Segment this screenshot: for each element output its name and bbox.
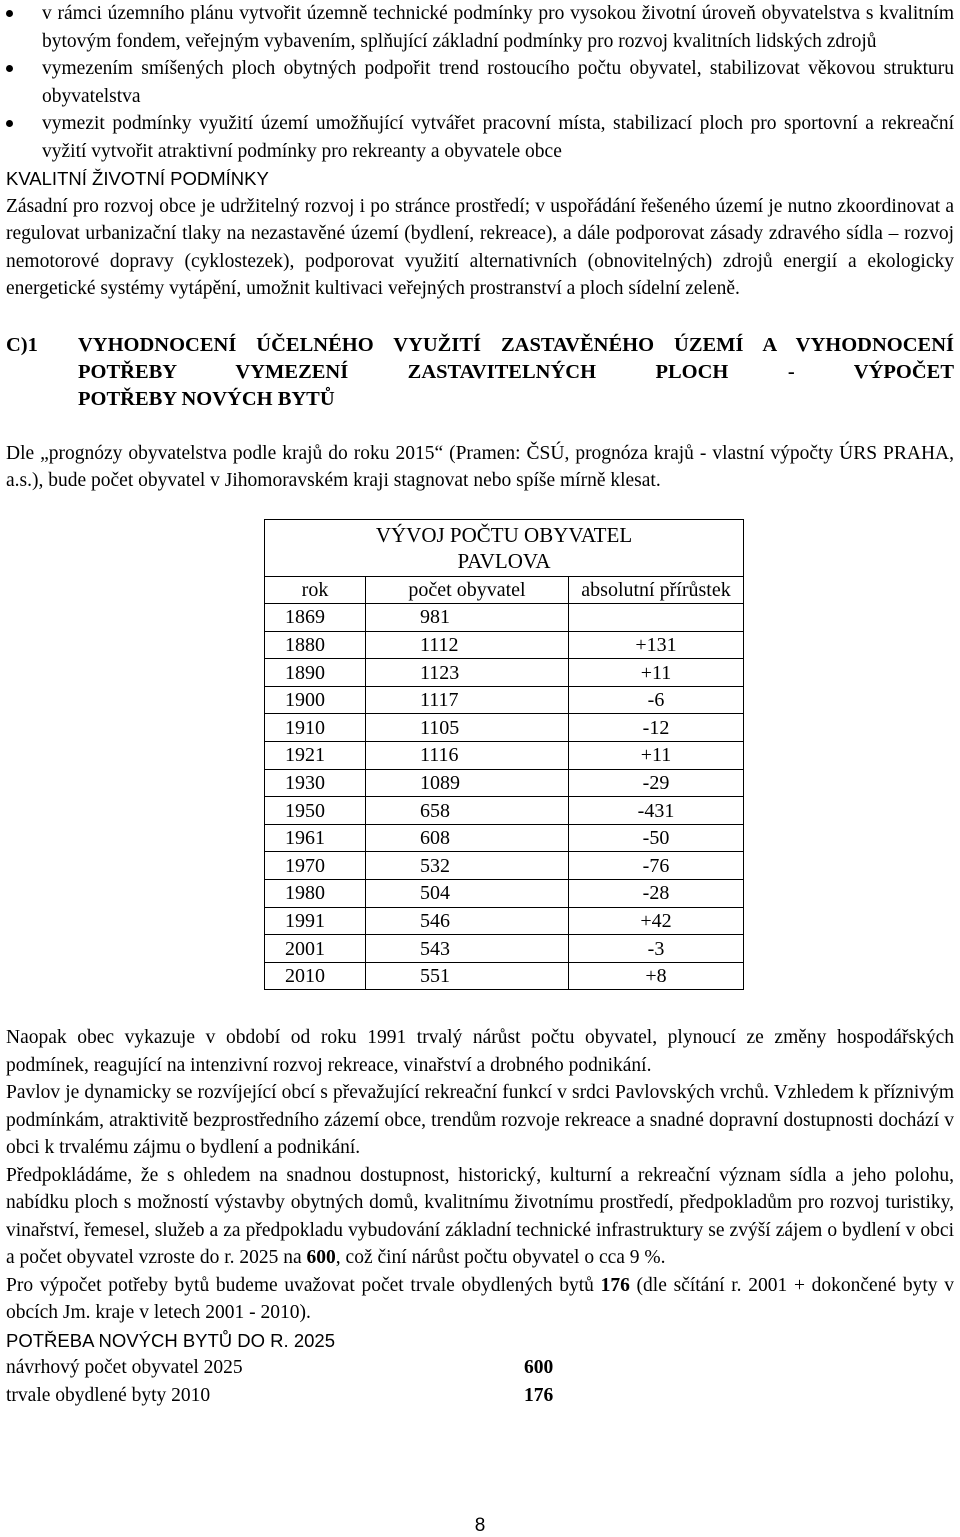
table-row [265,631,744,659]
cell-year: 1991 [265,907,366,935]
bullet-dot-icon [6,65,13,72]
bullet-text: vymezit podmínky využití území umožňující vytvářet pracovní místa, stabilizací ploch pro sportovní a rekreační vyžití vytvořit atraktivní podmínky pro rekreanty a obyvatele obce [42,113,954,162]
table-title [265,519,744,576]
cell-population: 546 [366,907,569,935]
cell-population: 1117 [366,686,569,714]
cell-increase: -6 [569,686,744,714]
cell-population: 551 [366,962,569,990]
cell-year: 1910 [265,714,366,742]
table-row [265,686,744,714]
cell-increase: -3 [569,935,744,963]
housing-text: Pro výpočet potřeby bytů budeme uvažovat počet trvale obydlených bytů [6,1274,601,1296]
table-row [265,880,744,908]
cell-year: 1970 [265,852,366,880]
quality-heading: KVALITNÍ ŽIVOTNÍ PODMÍNKY [6,168,269,189]
count-value: 176 [524,1384,554,1406]
cell-increase [569,604,744,632]
bullet-item [6,110,954,165]
cell-increase: -76 [569,852,744,880]
cell-population: 1112 [366,631,569,659]
cell-year: 1900 [265,686,366,714]
section-title-line: VYHODNOCENÍ ÚČELNÉHO VYUŽITÍ ZASTAVĚNÉHO ÚZEMÍ A [78,333,777,356]
cell-increase: +11 [569,659,744,687]
assumption-paragraph [6,1162,954,1272]
column-header-population: počet obyvatel [366,576,569,604]
housing-text-end: (dle sčítání r. 2001 + dokončené byty v obcích Jm. kraje v letech 2001 - 2010). [6,1274,954,1324]
cell-year: 1880 [265,631,366,659]
cell-population: 1105 [366,714,569,742]
cell-increase: +11 [569,742,744,770]
page-number: 8 [474,1515,486,1536]
cell-year: 1921 [265,742,366,770]
cell-increase: -29 [569,769,744,797]
cell-increase: -431 [569,797,744,825]
cell-year: 1930 [265,769,366,797]
cell-year: 2010 [265,962,366,990]
document-page [6,0,954,1409]
cell-population: 1116 [366,742,569,770]
section-number: C)1 [6,333,38,356]
cell-population: 1089 [366,769,569,797]
cell-population: 981 [366,604,569,632]
table-header-row [265,576,744,604]
table-title-line: VÝVOJ POČTU OBYVATEL [375,522,633,547]
cell-population: 532 [366,852,569,880]
quality-paragraph: Zásadní pro rozvoj obce je udržitelný rozvoj i po stránce prostředí; v uspořádání řešeného území je nutno zkoordinovat a regulovat urbanizační tlaky na nezastavěné území (bydlení, rekreace), a dále podporovat zásady zdravého sídla – rozvoj nemotorové dopravy (cyklostezek), podporovat využití alternativních (obnovitelných) zdrojů energií a ekologicky energetické systémy vytápění, umožnit kultivaci veřejných prostranství a ploch sídelní zeleně. [6,195,954,299]
cell-increase: -50 [569,824,744,852]
table-row [265,659,744,687]
goals-bullet-list [6,0,954,165]
table-row [265,797,744,825]
table-row [265,907,744,935]
section-title-line: POTŘEBY NOVÝCH BYTŮ [78,387,335,410]
count-label: návrhový počet obyvatel 2025 [6,1357,243,1379]
bullet-item [6,0,954,55]
population-table [264,519,744,991]
cell-population: 658 [366,797,569,825]
table-row [265,935,744,963]
count-value: 600 [524,1357,554,1379]
cell-population: 543 [366,935,569,963]
bullet-dot-icon [6,10,13,17]
count-row [6,1354,954,1382]
section-title [78,332,954,413]
bullet-item [6,55,954,110]
target-population: 600 [306,1247,336,1269]
cell-year: 2001 [265,935,366,963]
cell-year: 1961 [265,824,366,852]
cell-population: 608 [366,824,569,852]
occupied-flats-count: 176 [600,1274,630,1296]
cell-year: 1980 [265,880,366,908]
bullet-text: vymezením smíšených ploch obytných podpořit trend rostoucího počtu obyvatel, stabilizovat věkovou strukturu obyvatelstva [42,58,954,107]
table-row [265,742,744,770]
count-label: trvale obydlené byty 2010 [6,1384,211,1406]
table-row [265,962,744,990]
cell-year: 1869 [265,604,366,632]
column-header-increase: absolutní přírůstek [569,576,744,604]
section-title-line: VYHODNOCENÍ POTŘEBY VYMEZENÍ ZASTAVITELNÝCH PLOCH - VÝPOČET [78,333,954,383]
table-row [265,714,744,742]
table-row [265,824,744,852]
forecast-paragraph: Dle „prognózy obyvatelstva podle krajů do roku 2015“ (Pramen: ČSÚ, prognóza krajů - vlastní výpočty ÚRS PRAHA, a.s.), bude počet obyvatel v Jihomoravském kraji stagnovat nebo spíše mírně klesat. [6,442,954,491]
table-row [265,852,744,880]
cell-year: 1950 [265,797,366,825]
cell-increase: -12 [569,714,744,742]
cell-population: 504 [366,880,569,908]
bullet-dot-icon [6,120,13,127]
cell-population: 1123 [366,659,569,687]
decline-paragraph: Naopak obec vykazuje v období od roku 1991 trvalý nárůst počtu obyvatel, plynoucí ze změny hospodářských podmínek, reagující na intenzivní rozvoj rekreace, vinařství a drobného podnikání. [6,1027,954,1076]
assumption-text-end: , což činí nárůst počtu obyvatel o cca 9 %. [335,1247,666,1269]
housing-paragraph [6,1272,954,1327]
count-row [6,1382,954,1410]
cell-increase: +42 [569,907,744,935]
need-heading: POTŘEBA NOVÝCH BYTŮ DO R. 2025 [6,1329,335,1351]
cell-increase: -28 [569,880,744,908]
cell-increase: +8 [569,962,744,990]
table-row [265,769,744,797]
section-c1-heading [6,332,954,413]
dynamics-paragraph: Pavlov je dynamicky se rozvíjející obcí s převažující rekreační funkcí v srdci Pavlovských vrchů. Vzhledem k příznivým podmínkám, atraktivitě bezprostředního zázemí obce, trendům rozvoje rekreace a snadné dopravní dostupnosti dochází v obci k trvalému zájmu o bydlení a podnikání. [6,1082,954,1159]
column-header-year: rok [265,576,366,604]
cell-increase: +131 [569,631,744,659]
assumption-text: Předpokládáme, že s ohledem na snadnou dostupnost, historický, kulturní a rekreační význam sídla a jeho polohu, nabídku ploch s možností výstavby obytných domů, kvalitnímu životnímu prostředí, předpokladům pro rozvoj turistiky, vinařství, řemesel, služeb a za předpokladu vybudování základní technické infrastruktury se zvýší zájem o bydlení v obci a počet obyvatel vzroste do r. 2025 na [6,1164,954,1269]
cell-year: 1890 [265,659,366,687]
table-row [265,604,744,632]
table-title-line: PAVLOVA [457,548,551,573]
bullet-text: v rámci územního plánu vytvořit územně technické podmínky pro vysokou životní úroveň obyvatelstva s kvalitním bytovým fondem, veřejným vybavením, splňující základní podmínky pro rozvoj kvalitních lidských zdrojů [42,3,954,52]
